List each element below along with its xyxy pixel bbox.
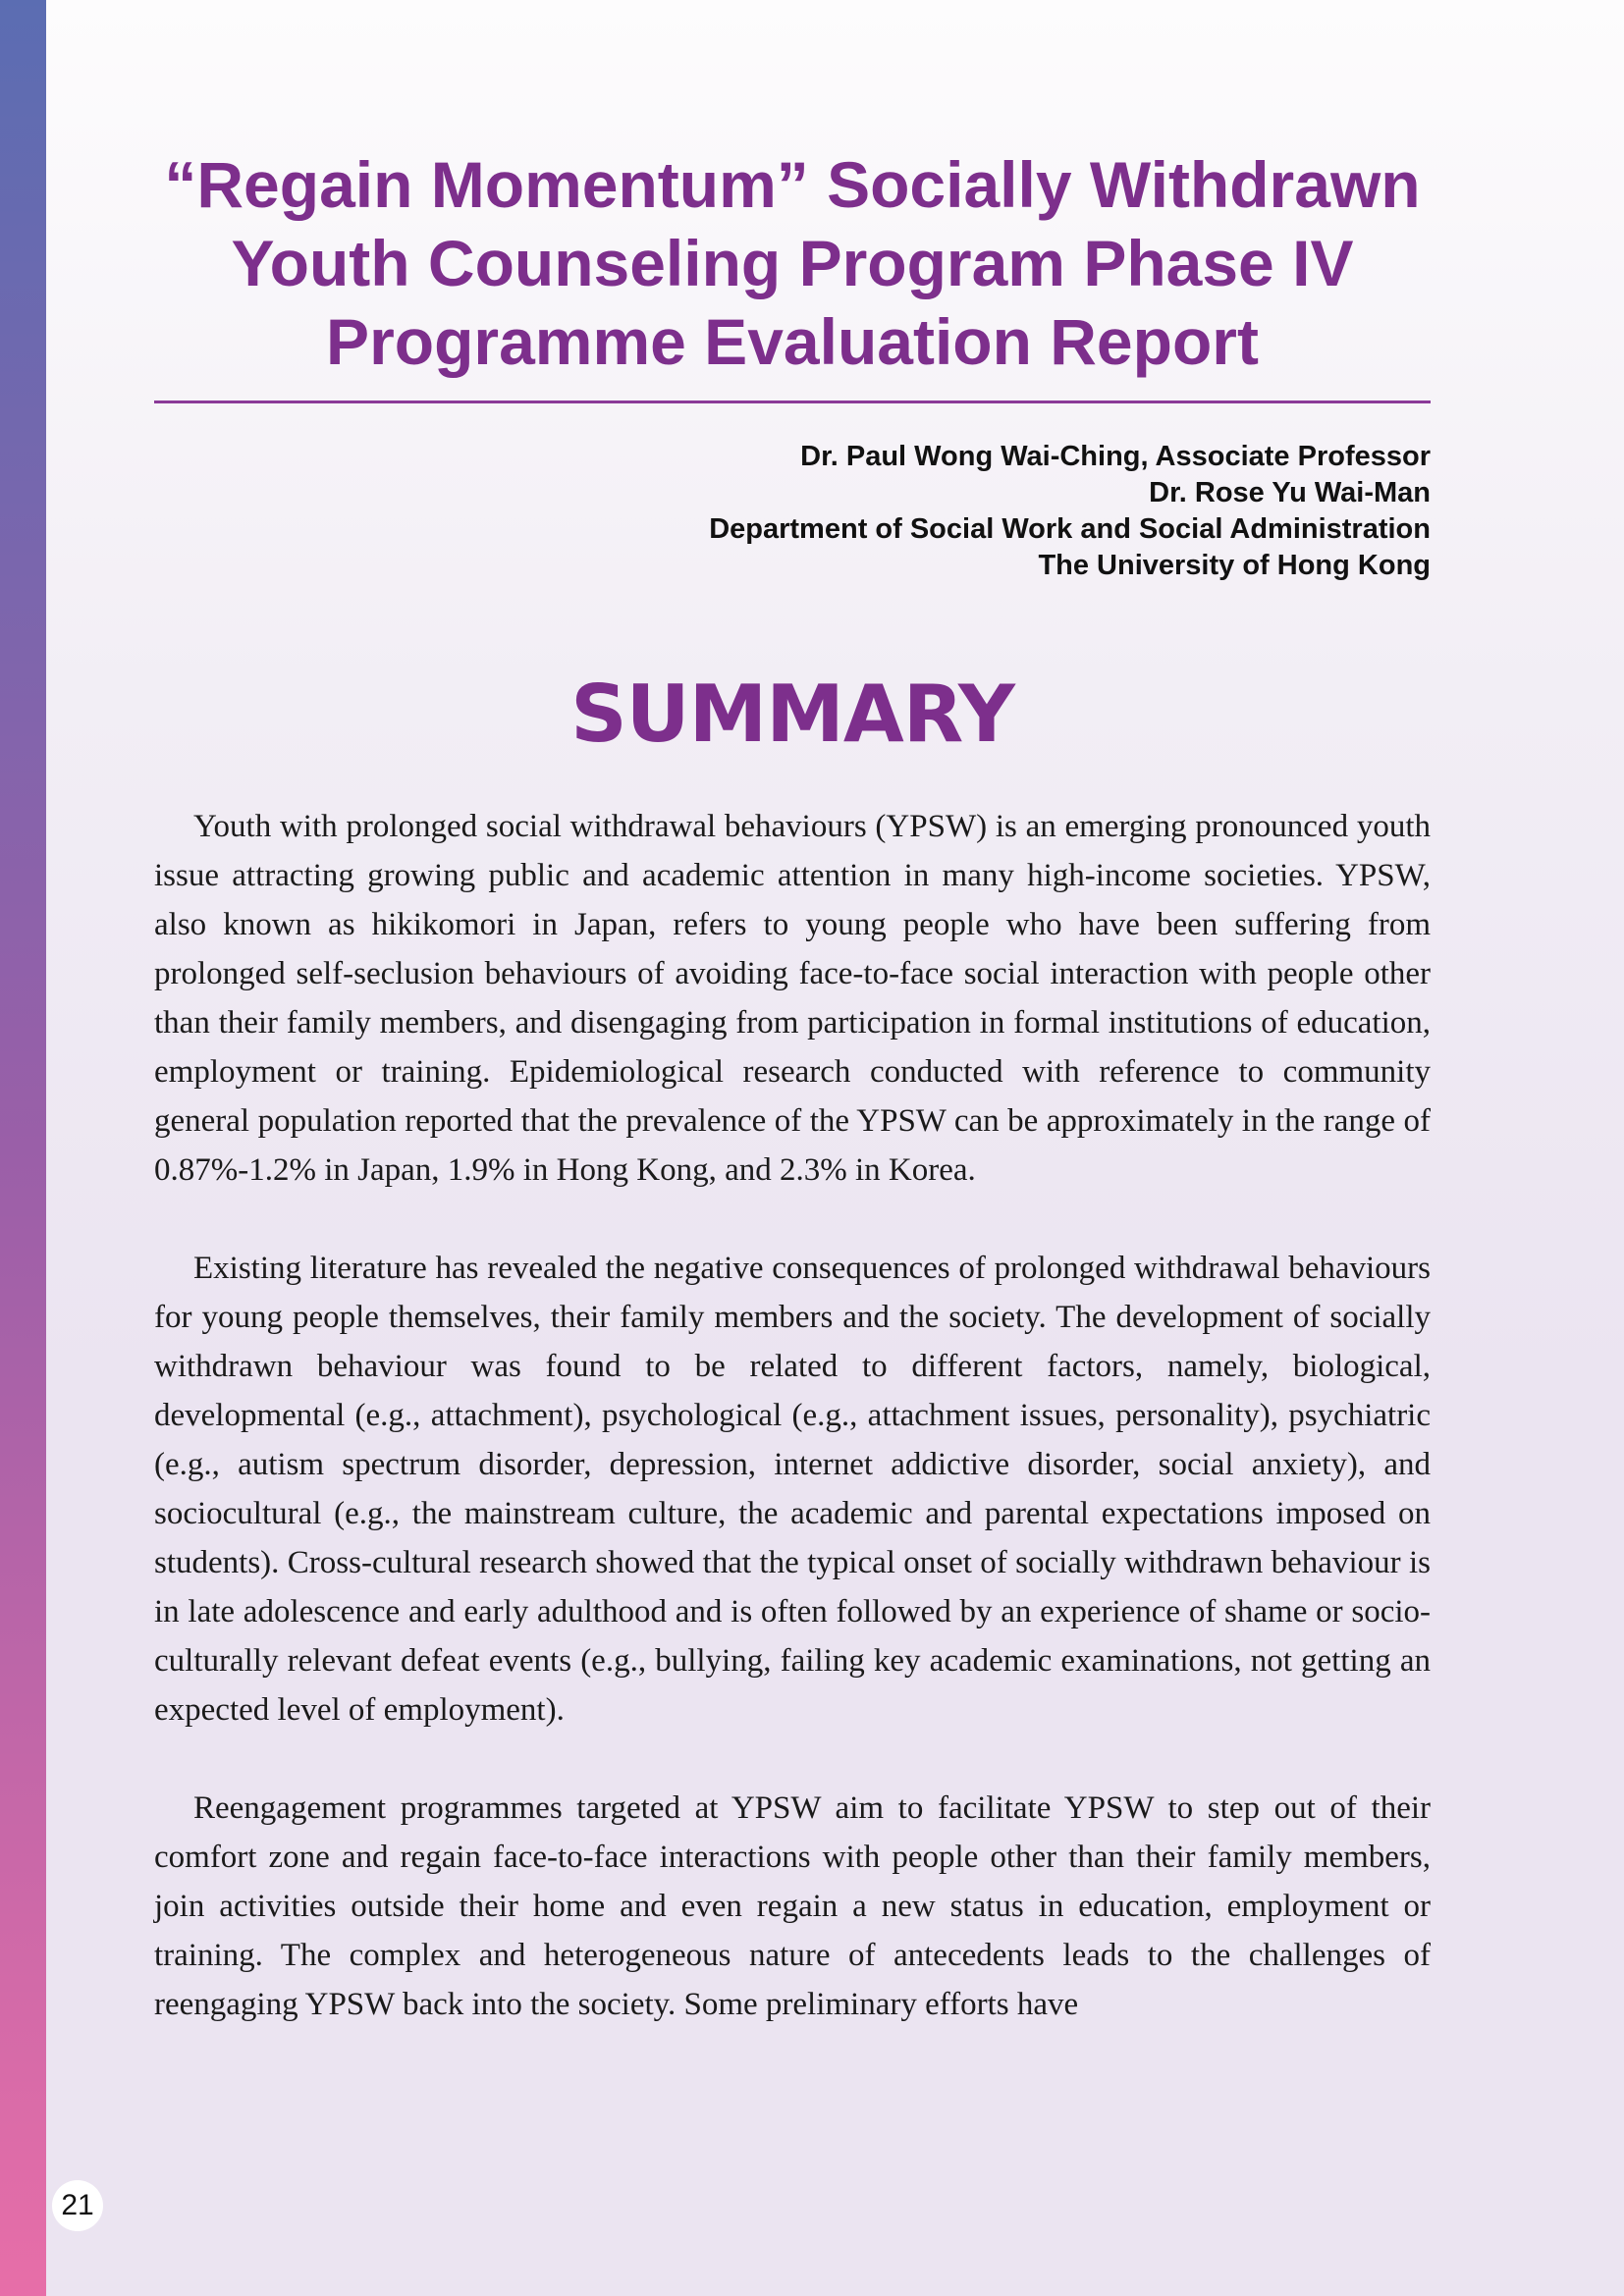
summary-heading: SUMMARY [570,668,1014,760]
summary-paragraph: Reengagement programmes targeted at YPSW aim to facilitate YPSW to step out of their comfort zone and regain face-to-face interactions with people other than their family members, join activities outside their home and even regain a new status in education, employment or training. The complex and heterogeneous nature of antecedents leads to the challenges of reengaging YPSW back into the society. Some preliminary efforts have [154,1790,1431,2022]
page-content [154,145,1431,2078]
page-number: 21 [52,2180,103,2231]
author-block [154,439,1431,584]
author-line: Department of Social Work and Social Administration [709,513,1431,545]
title-line: Youth Counseling Program Phase IV [231,227,1354,299]
report-title [154,145,1431,381]
title-line: “Regain Momentum” Socially Withdrawn [164,148,1421,221]
summary-body [154,802,1431,2029]
author-line: Dr. Rose Yu Wai-Man [1149,477,1431,508]
title-divider [154,400,1431,403]
decorative-side-bar [0,0,46,2296]
author-line: Dr. Paul Wong Wai-Ching, Associate Professor [800,441,1431,472]
summary-paragraph: Youth with prolonged social withdrawal behaviours (YPSW) is an emerging pronounced youth issue attracting growing public and academic attention in many high-income societies. YPSW, also known as hikikomori in Japan, refers to young people who have been suffering from prolonged self-seclusion behaviours of avoiding face-to-face social interaction with people other than their family members, and disengaging from participation in formal institutions of education, employment or training. Epidemiological research conducted with reference to community general population reported that the prevalence of the YPSW can be approximately in the range of 0.87%-1.2% in Japan, 1.9% in Hong Kong, and 2.3% in Korea. [154,809,1431,1188]
title-line: Programme Evaluation Report [326,305,1259,378]
summary-paragraph: Existing literature has revealed the negative consequences of prolonged withdrawal behaviours for young people themselves, their family members and the society. The development of socially withdrawn behaviour was found to be related to different factors, namely, biological, developmental (e.g., attachment), psychological (e.g., attachment issues, personality), psychiatric (e.g., autism spectrum disorder, depression, internet addictive disorder, social anxiety), and sociocultural (e.g., the mainstream culture, the academic and parental expectations imposed on students). Cross-cultural research showed that the typical onset of socially withdrawn behaviour is in late adolescence and early adulthood and is often followed by an experience of shame or socio-culturally relevant defeat events (e.g., bullying, failing key academic examinations, not getting an expected level of employment). [154,1251,1431,1728]
author-line: The University of Hong Kong [1038,550,1431,581]
